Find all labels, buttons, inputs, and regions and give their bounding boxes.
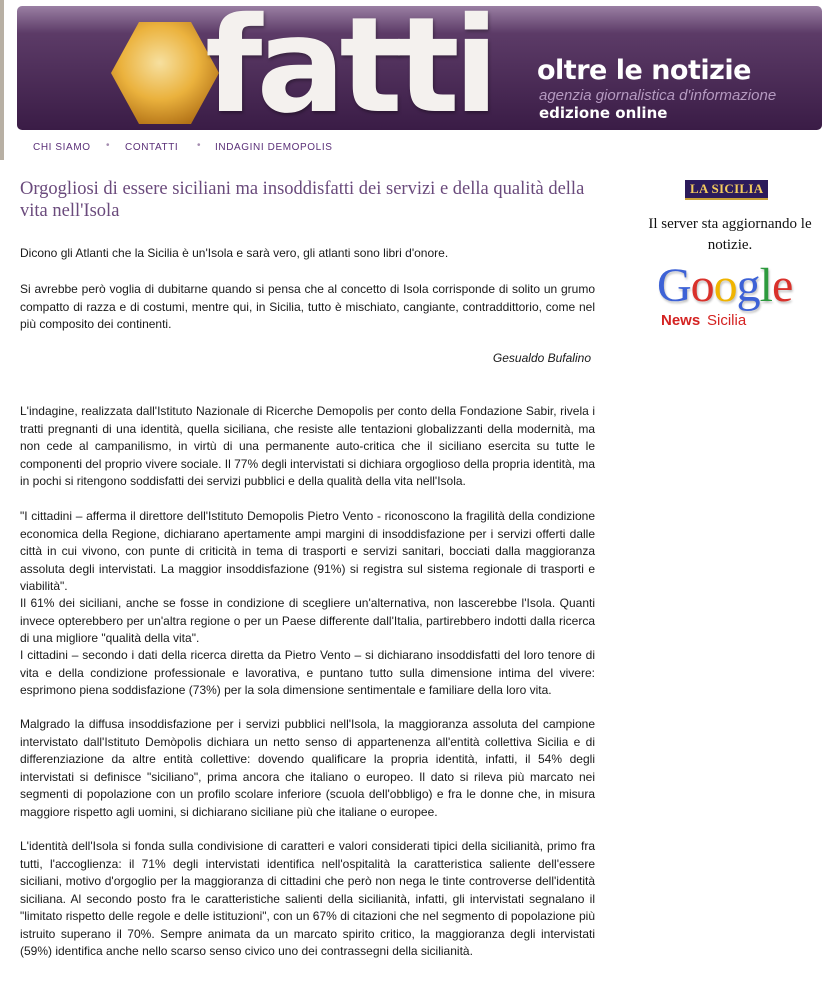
la-sicilia-logo[interactable]: LA SICILIA: [685, 180, 768, 200]
main-nav: [17, 130, 822, 164]
nav-item-chi-siamo[interactable]: CHI SIAMO: [33, 142, 91, 153]
body-paragraph-5: Malgrado la diffusa insoddisfazione per i servizi pubblici nell'Isola, la maggioranza assoluta del campione intervistato dall'Istituto Demòpolis dichiara un netto senso di appartenenza all'entità collettiva Sicilia e di differenziazione da altre entità collettive: dovendo qualificare la propria identità, infatti, il 54% degli intervistati si definisce "siciliano", prima ancora che italiano o europeo. Il dato si rileva più marcato nei segmenti di popolazione con un profilo scolare inferiore (scuola dell'obbligo) e fra le donne che, in misura maggiore rispetto agli uomini, si dichiarano siciliane più che italiane o europee.: [20, 717, 595, 819]
server-status-message: Il server sta aggiornando le notizie.: [648, 216, 812, 253]
body-paragraph-6: L'identità dell'Isola si fonda sulla condivisione di caratteri e valori considerati tipici della sicilianità, primo fra tutti, l'accoglienza: il 71% degli intervistati identifica nell'ospitalità la caratteristica saliente dell'essere siciliani, motivo d'orgoglio per la maggioranza di cittadini che però non nega le tinte controverse dell'identità siciliana. Al secondo posto fra le caratteristiche salienti della sicilianità, infatti, gli intervistati segnalano il "limitato rispetto delle regole e delle istituzioni", con un 67% di citazioni che nel segmento di popolazione più istruito superano il 70%. Sempre animata da un marcato spirito critico, la maggioranza degli intervistati (59%) identifica anche nello scarso senso civico uno dei contrassegni della sicilianità.: [20, 839, 595, 958]
intro-paragraph-1: Dicono gli Atlanti che la Sicilia è un'Isola e sarà vero, gli atlanti sono libri d'onore.: [20, 246, 449, 260]
google-logo: Google: [657, 259, 793, 312]
left-edge-bar: [0, 0, 4, 160]
article-title: Orgogliosi di essere siciliani ma insoddisfatti dei servizi e della qualità della vita nell'Isola: [20, 179, 585, 221]
nav-separator: •: [197, 140, 201, 151]
site-header: [17, 6, 822, 130]
fatti-logo-text[interactable]: fatti: [205, 6, 493, 130]
google-news-label: News: [661, 312, 701, 329]
header-edition: edizione online: [539, 104, 668, 122]
body-paragraph-2: "I cittadini – afferma il direttore dell'Istituto Demopolis Pietro Vento - riconoscono la fragilità della condizione economica della Regione, dichiarano apertamente ampi margini di insoddisfazione per i servizi offerti dalle città in cui vivono, con punte di criticità in tema di trasporti e servizi sanitari, bocciati dalla maggioranza assoluta degli intervistati. La maggior insoddisfazione (91%) si registra sul sistema regionale di trasporti e viabilità".: [20, 509, 595, 593]
quote-author: Gesualdo Bufalino: [492, 351, 591, 365]
header-tagline: oltre le notizie: [537, 55, 751, 86]
body-paragraph-4: I cittadini – secondo i dati della ricerca diretta da Pietro Vento – si dichiarano insoddisfatti del loro tenore di vita e della condizione professionale e lavorativa, e puntano tutto sulla dimensione intima del vivere: esprimono piena soddisfazione (73%) per la sola dimensione sentimentale e familiare della loro vita.: [20, 648, 595, 697]
google-news-sicilia-logo[interactable]: [657, 259, 827, 342]
body-paragraph-1: L'indagine, realizzata dall'Istituto Nazionale di Ricerche Demopolis per conto della Fondazione Sabir, rivela i tratti pregnanti di una identità, quella siciliana, che resiste alle tentazioni globalizzanti della modernità, ma non cede al campanilismo, in virtù di una permanente auto-critica che il siciliano esercita su tutte le componenti del proprio vivere sociale. Il 77% degli intervistati si dichiara orgoglioso della propria identità, ma in pochi si ritengono soddisfatti dei servizi pubblici e della qualità della vita nell'Isola.: [20, 404, 595, 488]
nav-separator: •: [106, 140, 110, 151]
nav-item-indagini-demopolis[interactable]: INDAGINI DEMOPOLIS: [215, 142, 333, 153]
body-paragraph-3: Il 61% dei siciliani, anche se fosse in condizione di scegliere un'alternativa, non lascerebbe l'Isola. Quanti invece opterebbero per un'altra regione o per un Paese differente dall'Italia, partirebbero indotti dalla ricerca di una migliore "qualità della vita".: [20, 596, 595, 645]
nav-item-contatti[interactable]: CONTATTI: [125, 142, 179, 153]
intro-paragraph-2: Si avrebbe però voglia di dubitarne quando si pensa che al concetto di Isola corrisponde di solito un grumo compatto di razza e di costumi, mentre qui, in Sicilia, tutto è mischiato, cangiante, contraddittorio, come nel più composito dei continenti.: [20, 282, 595, 331]
header-subtitle: agenzia giornalistica d'informazione: [539, 87, 777, 104]
google-news-region-label: Sicilia: [707, 312, 747, 329]
